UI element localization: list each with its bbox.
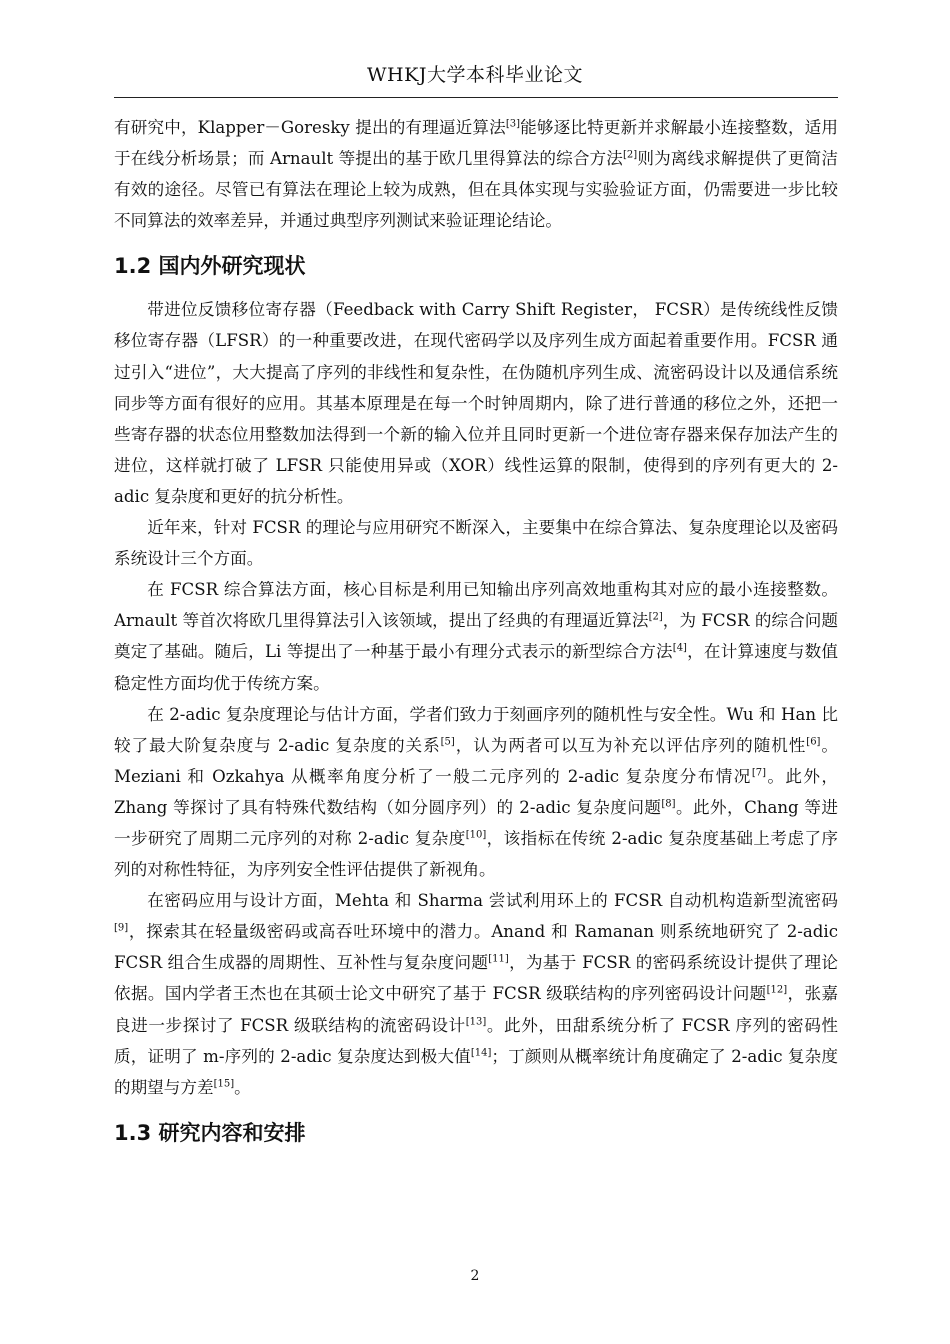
text-run: ，张嘉良进一步探讨了 FCSR 级联结构的流密码设计	[114, 984, 839, 1035]
page-number: 2	[470, 1268, 480, 1284]
text-run: 有研究中，Klapper－Goresky 提出的有理逼近算法	[114, 118, 506, 137]
text-run: 在 FCSR 综合算法方面，核心目标是利用已知输出序列高效地重构其对应的最小连接整数。Arnault 等首次将欧几里得算法引入该领域，提出了经典的有理逼近算法	[114, 580, 838, 631]
text-run: ，在计算速度与数值稳定性方面均优于传统方案。	[114, 642, 838, 693]
running-header: WHKJ大学本科毕业论文	[367, 64, 583, 86]
citation-ref: [10]	[465, 829, 487, 841]
text-run: 。	[234, 1077, 251, 1097]
citation-ref: [7]	[751, 767, 766, 779]
text-run: 在密码应用与设计方面，Mehta 和 Sharma 尝试利用环上的 FCSR 自动机构造新型流密码	[147, 891, 838, 911]
paragraph	[114, 112, 838, 236]
section-heading: 1.3 研究内容和安排	[114, 1120, 306, 1145]
text-run: 。Meziani 和 Ozkahya 从概率角度分析了一般二元序列的 2-adic 复杂度分布情况	[114, 735, 838, 786]
citation-ref: [11]	[488, 953, 509, 965]
text-run: ，为 FCSR 的综合问题奠定了基础。随后，Li 等提出了一种基于最小有理分式表示的新型综合方法	[114, 611, 838, 662]
section-heading: 1.2 国内外研究现状	[114, 254, 306, 279]
citation-ref: [9]	[114, 922, 129, 934]
text-run: ；丁颜则从概率统计角度确定了 2-adic 复杂度的期望与方差	[114, 1046, 838, 1097]
text-run: 。此外，Zhang 等探讨了具有特殊代数结构（如分圆序列）的 2-adic 复杂度问题	[114, 766, 839, 817]
paragraph	[114, 512, 838, 574]
text-run: 。此外，田甜系统分析了 FCSR 序列的密码性质，证明了 m-序列的 2-adic 复杂度达到极大值	[114, 1015, 838, 1066]
paragraph	[114, 294, 838, 512]
citation-ref: [5]	[440, 736, 455, 748]
citation-ref: [2]	[648, 611, 663, 623]
citation-ref: [4]	[672, 642, 687, 654]
citation-ref: [14]	[470, 1047, 492, 1059]
header-rule	[114, 97, 838, 98]
text-run: ，认为两者可以互为补充以评估序列的随机性	[454, 735, 807, 755]
text-run: ，该指标在传统 2-adic 复杂度基础上考虑了序列的对称性特征，为序列安全性评估提供了新视角。	[114, 828, 838, 880]
text-run: 近年来，针对 FCSR 的理论与应用研究不断深入，主要集中在综合算法、复杂度理论以及密码系统设计三个方面。	[114, 518, 838, 569]
citation-ref: [3]	[505, 118, 521, 130]
text-run: 带进位反馈移位寄存器（Feedback with Carry Shift Register， FCSR）是传统线性反馈移位寄存器（LFSR）的一种重要改进，在现代密码学以及序列生成方面起着重要作用。FCSR 通过引入“进位”，大大提高了序列的非线性和复杂性，在伪随机序列生成、流密码设计以及通信系统同步等方面有很好的应用。其基本原理是在每一个时钟周期内，除了进行普通的移位之外，还把一些寄存器的状态位用整数加法得到一个新的输入位并且同时更新一个进位寄存器来保存加法产生的进位，这样就打破了 LFSR 只能使用异或（XOR）线性运算的限制，使得到的序列有更大的 2-adic 复杂度和更好的抗分析性。	[114, 300, 839, 506]
paragraph	[114, 885, 838, 1103]
text-run: 则为离线求解提供了更简洁有效的途径。尽管已有算法在理论上较为成熟，但在具体实现与实验验证方面，仍需要进一步比较不同算法的效率差异，并通过典型序列测试来验证理论结论。	[114, 149, 838, 231]
citation-ref: [6]	[806, 736, 821, 748]
text-run: 在 2-adic 复杂度理论与估计方面，学者们致力于刻画序列的随机性与安全性。Wu 和 Han 比较了最大阶复杂度与 2-adic 复杂度的关系	[114, 704, 838, 755]
paragraph	[114, 699, 838, 886]
text-run: 能够逐比特更新并求解最小连接整数，适用于在线分析场景；而 Arnault 等提出的基于欧几里得算法的综合方法	[114, 118, 839, 169]
body-text	[114, 112, 838, 1161]
citation-ref: [15]	[213, 1078, 235, 1090]
paragraph	[114, 574, 838, 698]
citation-ref: [8]	[661, 798, 676, 810]
text-run: ，探索其在轻量级密码或高吞吐环境中的潜力。Anand 和 Ramanan 则系统地研究了 2-adic FCSR 组合生成器的周期性、互补性与复杂度问题	[114, 922, 838, 973]
text-run: ，为基于 FCSR 的密码系统设计提供了理论依据。国内学者王杰也在其硕士论文中研究了基于 FCSR 级联结构的序列密码设计问题	[114, 953, 838, 1004]
citation-ref: [12]	[766, 984, 788, 996]
citation-ref: [13]	[465, 1016, 487, 1027]
text-run: 。此外，Chang 等进一步研究了周期二元序列的对称 2-adic 复杂度	[114, 797, 838, 848]
citation-ref: [2]	[623, 149, 638, 161]
